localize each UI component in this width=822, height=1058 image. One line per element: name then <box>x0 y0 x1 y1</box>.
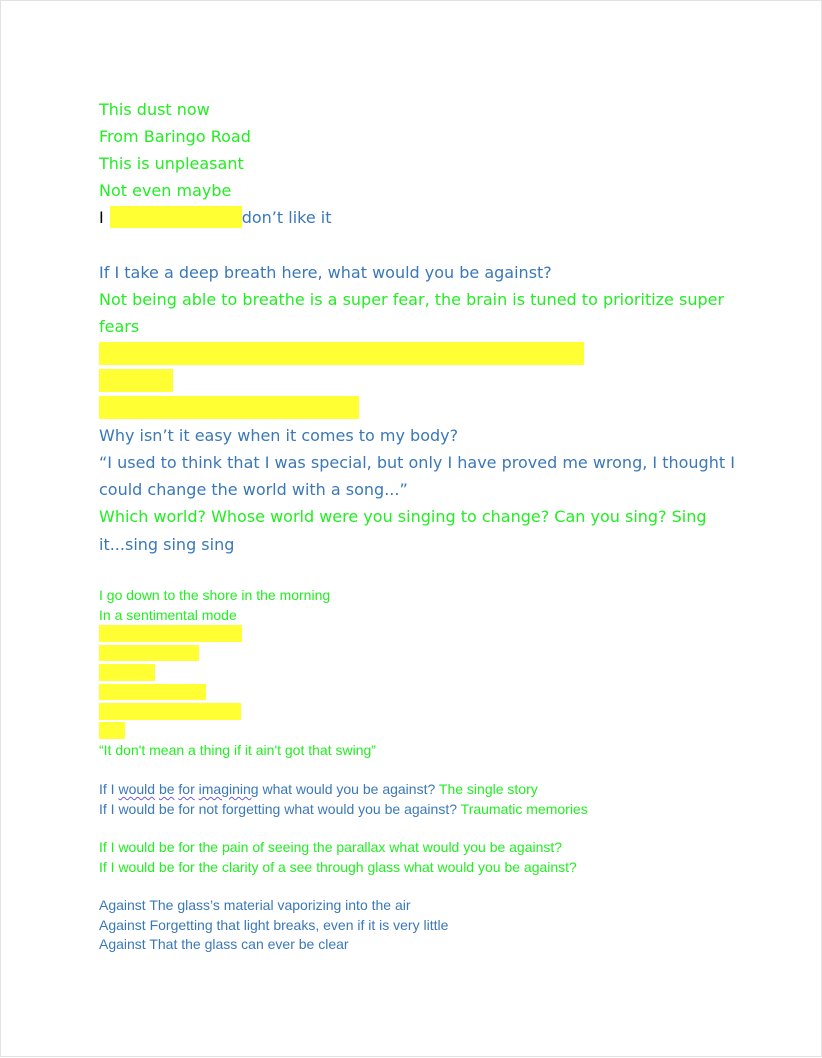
highlight-redaction <box>99 342 584 365</box>
poem-line: Not even maybe <box>99 181 232 200</box>
spellcheck-word[interactable]: for <box>178 781 195 797</box>
verse-line <box>99 779 538 799</box>
spellcheck-word[interactable]: be <box>158 781 175 797</box>
poem-line <box>99 204 331 231</box>
verse-text: what would you be against? <box>258 781 436 797</box>
poem-line: it...sing sing sing <box>99 535 235 554</box>
spellcheck-word[interactable]: would <box>118 781 156 797</box>
verse-line: If I would be for the clarity of a see through glass what would you be against? <box>99 859 577 875</box>
poem-line: could change the world with a song...” <box>99 480 408 499</box>
verse-text: If I would be for not forgetting what would you be against? <box>99 801 458 817</box>
poem-line: fears <box>99 317 140 336</box>
highlight-redaction <box>99 664 155 681</box>
highlight-redaction <box>99 396 359 419</box>
verse-line: “It don't mean a thing if it ain't got that swing” <box>99 742 376 758</box>
poem-line: This dust now <box>99 100 210 119</box>
verse-answer: Traumatic memories <box>460 801 588 817</box>
spellcheck-word[interactable]: imagining <box>198 781 259 797</box>
verse-line: Against The glass’s material vaporizing into the air <box>99 897 411 913</box>
verse-text: If I <box>99 781 119 797</box>
poem-line: This is unpleasant <box>99 154 244 173</box>
poem-line-suffix: don’t like it <box>241 208 332 227</box>
verse-line: In a sentimental mode <box>99 607 237 623</box>
highlight-redaction <box>110 206 242 228</box>
highlight-redaction <box>99 645 199 661</box>
highlight-redaction <box>99 369 173 392</box>
poem-line: From Baringo Road <box>99 127 251 146</box>
poem-line: If I take a deep breath here, what would you be against? <box>99 263 552 282</box>
verse-line: I go down to the shore in the morning <box>99 587 331 603</box>
verse-line: If I would be for the pain of seeing the parallax what would you be against? <box>99 839 563 855</box>
verse-line: Against Forgetting that light breaks, even if it is very little <box>99 917 449 933</box>
poem-line: Which world? Whose world were you singing to change? Can you sing? Sing <box>99 507 707 526</box>
verse-answer: The single story <box>438 781 538 797</box>
highlight-redaction <box>99 625 242 642</box>
poem-line-prefix: I <box>99 208 104 227</box>
highlight-redaction <box>99 703 241 720</box>
verse-line <box>99 799 588 819</box>
poem-line: Not being able to breathe is a super fear, the brain is tuned to prioritize super <box>99 290 725 309</box>
highlight-redaction <box>99 684 206 700</box>
highlight-redaction <box>99 722 125 739</box>
poem-line: “I used to think that I was special, but only I have proved me wrong, I thought I <box>99 453 735 472</box>
poem-line: Why isn’t it easy when it comes to my body? <box>99 426 459 445</box>
verse-line: Against That the glass can ever be clear <box>99 936 349 952</box>
